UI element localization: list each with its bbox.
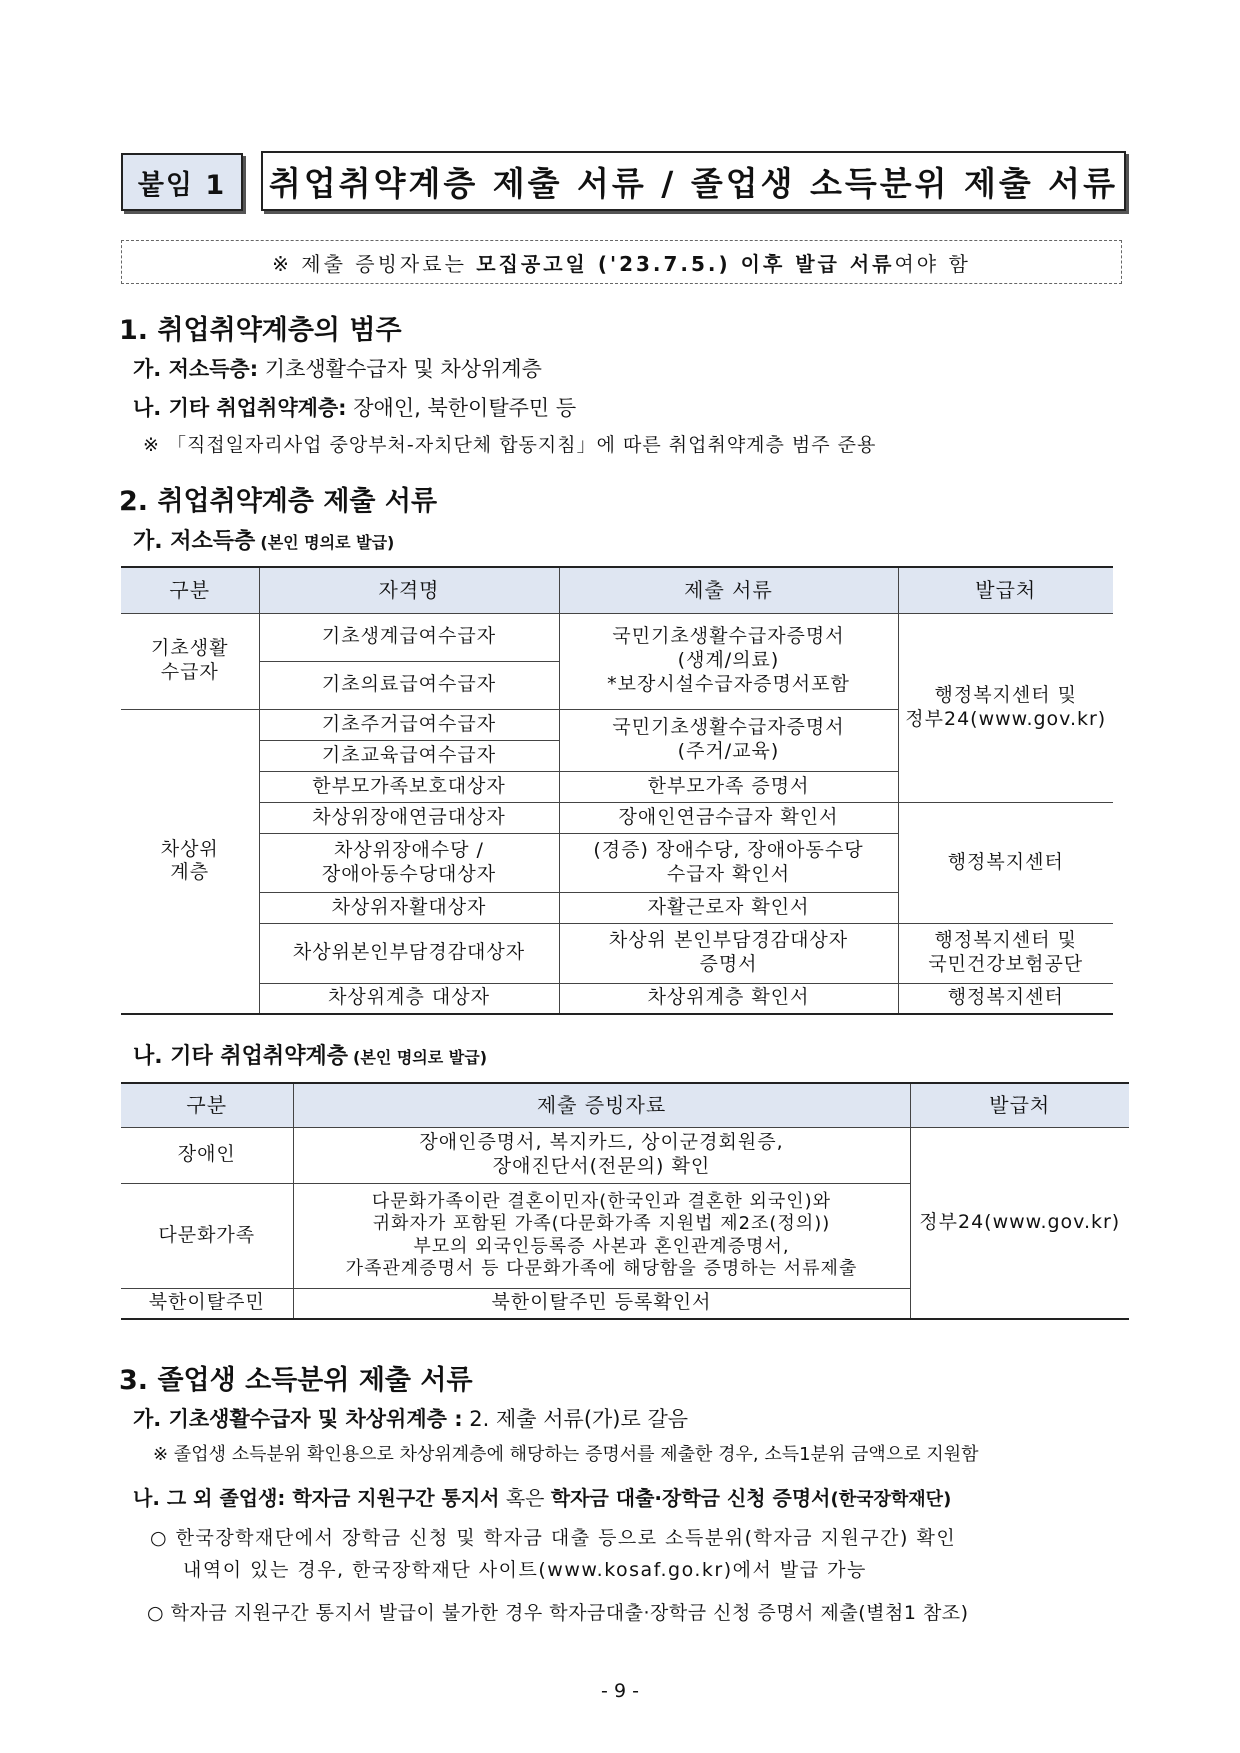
s3-bullet-1-line2: 내역이 있는 경우, 한국장학재단 사이트(www.kosaf.go.kr)에서 발급 가능 (183, 1559, 867, 1581)
notice-bold: 모집공고일 ('23.7.5.) 이후 발급 서류 (476, 251, 895, 276)
issuer-cell: 행정복지센터 및 국민건강보험공단 (898, 923, 1113, 983)
table-row (121, 613, 1113, 661)
cell: 차상위계층 대상자 (259, 983, 559, 1014)
group-cell: 기초생활 수급자 (121, 613, 259, 709)
issuer-cell: 정부24(www.gov.kr) (910, 1127, 1129, 1319)
s3-item-b-bold: 학자금 대출·장학금 신청 증명서 (550, 1486, 831, 1510)
s1-note: ※ 「직접일자리사업 중앙부처-자치단체 합동지침」에 따른 취업취약계층 범주 준용 (143, 434, 877, 456)
cell: 차상위자활대상자 (259, 892, 559, 923)
page-title-text: 취업취약계층 제출 서류 / 졸업생 소득분위 제출 서류 (269, 163, 1118, 203)
table-row (121, 802, 1113, 833)
col-header: 구분 (121, 567, 259, 613)
cell: 기초의료급여수급자 (259, 661, 559, 709)
cell: 기초교육급여수급자 (259, 740, 559, 771)
s2-sub-b-note: (본인 명의로 발급) (353, 1048, 488, 1067)
s2-sub-a-label: 가. 저소득층 (133, 529, 256, 554)
cell: 기초생계급여수급자 (259, 613, 559, 661)
cell: 차상위장애연금대상자 (259, 802, 559, 833)
issuer-cell: 행정복지센터 (898, 983, 1113, 1014)
cell: 한부모가족보호대상자 (259, 771, 559, 802)
s3-bullet-2: ○ 학자금 지원구간 통지서 발급이 불가한 경우 학자금대출·장학금 신청 증명서 제출(별첨1 참조) (147, 1602, 969, 1624)
table-row (121, 983, 1113, 1014)
s3-item-b-tail: (한국장학재단) (830, 1489, 952, 1510)
s2-sub-a-note: (본인 명의로 발급) (260, 533, 395, 552)
s1-item-b-label: 나. 기타 취업취약계층: (133, 396, 347, 420)
s1-item-a-text: 기초생활수급자 및 차상위계층 (258, 357, 542, 381)
section2-heading: 2. 취업취약계층 제출 서류 (119, 486, 438, 517)
s1-item-a (133, 353, 542, 383)
s2-sub-b (133, 1039, 487, 1070)
issuer-cell: 행정복지센터 및 정부24(www.gov.kr) (898, 613, 1113, 802)
col-header: 발급처 (898, 567, 1113, 613)
col-header: 구분 (121, 1083, 293, 1127)
issuer-cell: 행정복지센터 (898, 802, 1113, 923)
cell: 자활근로자 확인서 (559, 892, 898, 923)
other-vulnerable-table (121, 1082, 1129, 1320)
attachment-badge-label: 붙임 1 (137, 169, 227, 201)
section3-heading: 3. 졸업생 소득분위 제출 서류 (119, 1365, 473, 1396)
col-header: 자격명 (259, 567, 559, 613)
s3-item-a (133, 1403, 688, 1433)
col-header: 발급처 (910, 1083, 1129, 1127)
group-cell: 다문화가족 (121, 1183, 293, 1288)
group-cell: 차상위 계층 (121, 709, 259, 1014)
s1-item-b-text: 장애인, 북한이탈주민 등 (346, 396, 577, 420)
s2-sub-b-label: 나. 기타 취업취약계층 (133, 1044, 348, 1069)
cell: 국민기초생활수급자증명서 (주거/교육) (559, 709, 898, 771)
s2-sub-a (133, 524, 394, 555)
cell: 북한이탈주민 등록확인서 (293, 1288, 910, 1319)
low-income-table (121, 566, 1113, 1015)
cell: 장애인증명서, 복지카드, 상이군경회원증, 장애진단서(전문의) 확인 (293, 1127, 910, 1183)
cell: 국민기초생활수급자증명서 (생계/의료) *보장시설수급자증명서포함 (559, 613, 898, 709)
cell: 차상위본인부담경감대상자 (259, 923, 559, 983)
cell: 장애인연금수급자 확인서 (559, 802, 898, 833)
col-header: 제출 증빙자료 (293, 1083, 910, 1127)
group-cell: 북한이탈주민 (121, 1288, 293, 1319)
table-row (121, 1127, 1129, 1183)
table-header-row (121, 1083, 1129, 1127)
page-title (261, 151, 1126, 211)
cell: 차상위장애수당 / 장애아동수당대상자 (259, 833, 559, 892)
s3-bullet-1-line1: ○ 한국장학재단에서 장학금 신청 및 학자금 대출 등으로 소득분위(학자금 지원구간) 확인 (150, 1527, 957, 1549)
cell: 차상위 본인부담경감대상자 증명서 (559, 923, 898, 983)
notice-prefix: ※ 제출 증빙자료는 (272, 251, 477, 276)
cell: (경증) 장애수당, 장애아동수당 수급자 확인서 (559, 833, 898, 892)
cell: 다문화가족이란 결혼이민자(한국인과 결혼한 외국인)와 귀화자가 포함된 가족(다문화가족 지원법 제2조(정의)) 부모의 외국인등록증 사본과 혼인관계증명서, 가족관계증명서 등 다문화가족에 해당함을 증명하는 서류제출 (293, 1183, 910, 1288)
s3-item-b-mid: 혹은 (499, 1486, 551, 1510)
col-header: 제출 서류 (559, 567, 898, 613)
s3-item-b (133, 1482, 951, 1511)
cell: 차상위계층 확인서 (559, 983, 898, 1014)
s3-note: ※ 졸업생 소득분위 확인용으로 차상위계층에 해당하는 증명서를 제출한 경우, 소득1분위 금액으로 지원함 (153, 1444, 979, 1465)
table-header-row (121, 567, 1113, 613)
s3-item-a-label: 가. 기초생활수급자 및 차상위계층 : (133, 1407, 463, 1431)
notice-suffix: 여야 함 (894, 251, 971, 276)
attachment-badge (121, 153, 243, 211)
group-cell: 장애인 (121, 1127, 293, 1183)
section1-heading: 1. 취업취약계층의 범주 (119, 315, 402, 346)
s3-item-a-text: 2. 제출 서류(가)로 갈음 (462, 1407, 689, 1431)
cell: 기초주거급여수급자 (259, 709, 559, 740)
table-row (121, 923, 1113, 983)
page-number: - 9 - (601, 1680, 639, 1702)
s1-item-b (133, 392, 576, 422)
cell: 한부모가족 증명서 (559, 771, 898, 802)
notice-box (121, 240, 1122, 284)
s3-item-b-label: 나. 그 외 졸업생: 학자금 지원구간 통지서 (133, 1486, 500, 1510)
s1-item-a-label: 가. 저소득층: (133, 357, 259, 381)
